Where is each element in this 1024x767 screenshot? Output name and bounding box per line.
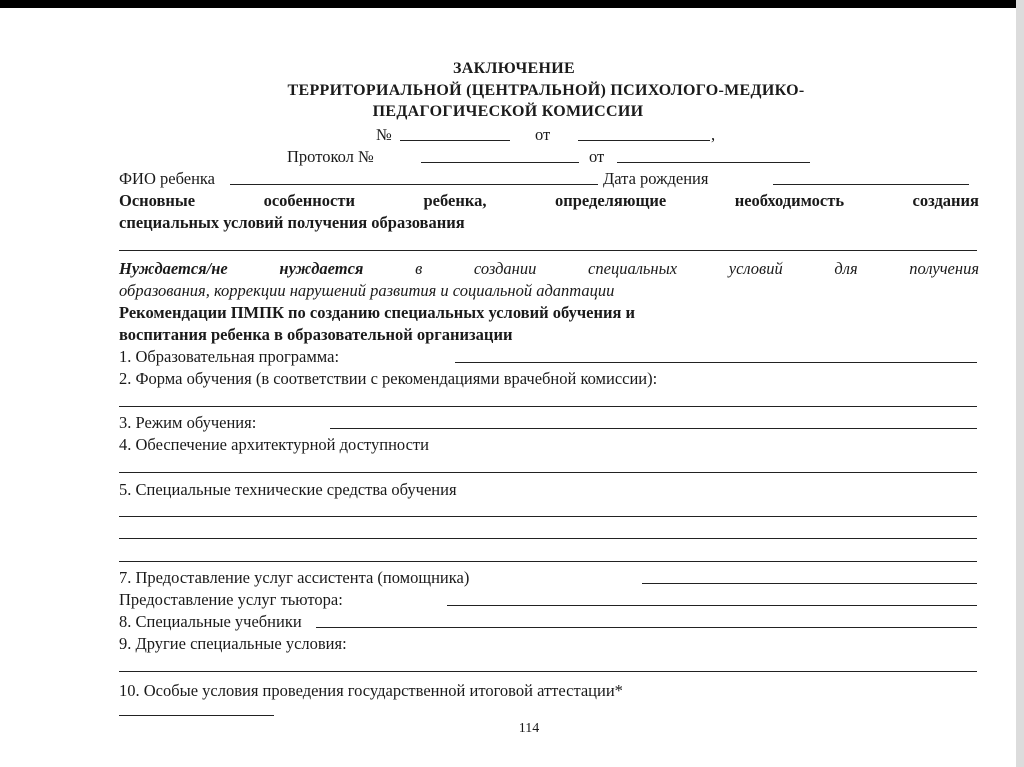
title-line-1: ЗАКЛЮЧЕНИЕ xyxy=(453,60,575,77)
top-border xyxy=(0,0,1024,8)
item-3-field[interactable] xyxy=(330,428,977,429)
protocol-from-label: от xyxy=(589,147,605,166)
protocol-label: Протокол № xyxy=(287,147,374,166)
features-field[interactable] xyxy=(119,250,977,251)
number-comma: , xyxy=(711,125,716,144)
birth-date-label: Дата рождения xyxy=(603,169,709,188)
item-9-field[interactable] xyxy=(119,671,977,672)
item-3-label: 3. Режим обучения: xyxy=(119,413,257,432)
needs-rest: в создании специальных условий для получения xyxy=(363,259,979,278)
recommend-line-2: воспитания ребенка в образовательной организации xyxy=(119,325,513,344)
item-2-field[interactable] xyxy=(119,406,977,407)
item-7-field[interactable] xyxy=(642,583,977,584)
birth-date-field[interactable] xyxy=(773,184,969,185)
features-heading-line-2: специальных условий получения образования xyxy=(119,213,465,232)
item-5-label: 5. Специальные технические средства обучения xyxy=(119,480,457,499)
right-border xyxy=(1016,0,1024,767)
child-name-label: ФИО ребенка xyxy=(119,169,215,188)
page-number: 114 xyxy=(518,721,540,736)
item-8-field[interactable] xyxy=(316,627,977,628)
item-7-label: 7. Предоставление услуг ассистента (помощника) xyxy=(119,568,470,587)
item-2-label: 2. Форма обучения (в соответствии с рекомендациями врачебной комиссии): xyxy=(119,369,658,388)
item-1-label: 1. Образовательная программа: xyxy=(119,347,340,366)
item-9-label: 9. Другие специальные условия: xyxy=(119,634,347,653)
number-label: № xyxy=(376,125,392,144)
item-8-label: 8. Специальные учебники xyxy=(119,612,302,631)
item-4-field[interactable] xyxy=(119,472,977,473)
item-10-field[interactable] xyxy=(119,715,274,716)
item-10-label: 10. Особые условия проведения государственной итоговой аттестации* xyxy=(119,681,623,700)
document-page xyxy=(0,8,1016,767)
protocol-number-field[interactable] xyxy=(421,162,579,163)
recommend-line-1: Рекомендации ПМПК по созданию специальных условий обучения и xyxy=(119,303,636,322)
title-line-3: ПЕДАГОГИЧЕСКОЙ КОМИССИИ xyxy=(372,103,644,120)
tutor-field[interactable] xyxy=(447,605,977,606)
features-heading-line-1: Основные особенности ребенка, определяющие необходимость создания xyxy=(119,191,979,210)
item-5-field-2[interactable] xyxy=(119,538,977,539)
needs-line-1 xyxy=(119,259,979,279)
item-4-label: 4. Обеспечение архитектурной доступности xyxy=(119,435,429,454)
protocol-date-field[interactable] xyxy=(617,162,810,163)
number-from-label: от xyxy=(535,125,551,144)
item-5-field-3[interactable] xyxy=(119,561,977,562)
number-date-field[interactable] xyxy=(578,140,710,141)
number-field[interactable] xyxy=(400,140,510,141)
item-5-field-1[interactable] xyxy=(119,516,977,517)
title-line-2: ТЕРРИТОРИАЛЬНОЙ (ЦЕНТРАЛЬНОЙ) ПСИХОЛОГО-МЕДИКО- xyxy=(287,82,805,99)
needs-line-2: образования, коррекции нарушений развития и социальной адаптации xyxy=(119,281,615,300)
tutor-label: Предоставление услуг тьютора: xyxy=(119,590,343,609)
item-1-field[interactable] xyxy=(455,362,977,363)
needs-bold: Нуждается/не нуждается xyxy=(119,259,364,278)
child-name-field[interactable] xyxy=(230,184,598,185)
